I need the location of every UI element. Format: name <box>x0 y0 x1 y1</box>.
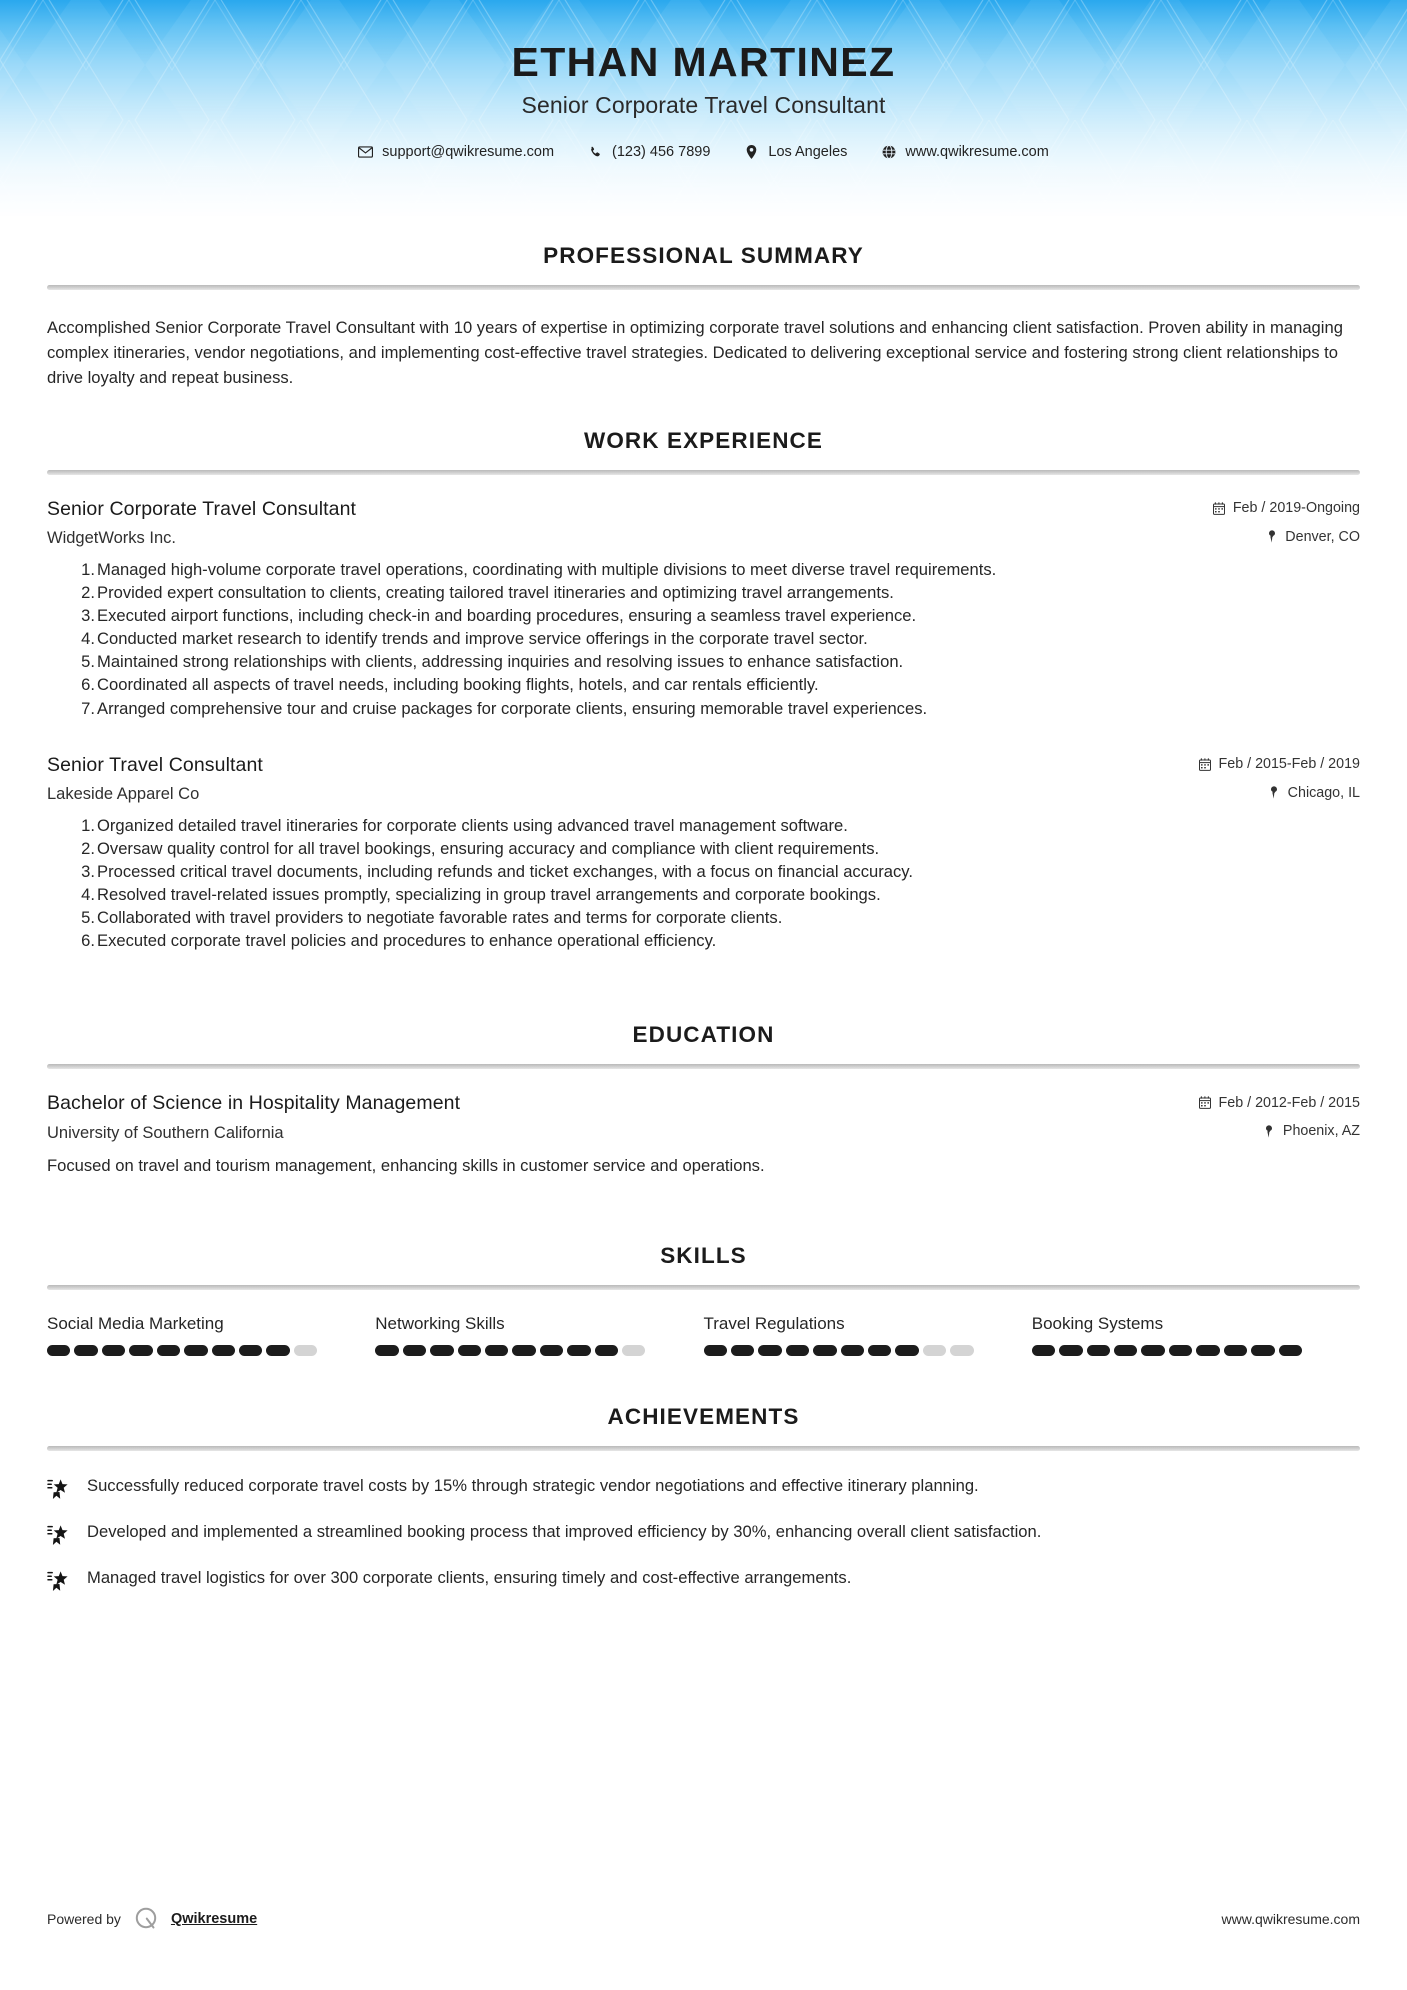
achievement-text: Successfully reduced corporate travel costs by 15% through strategic vendor negotiations and effective itinerary planning. <box>87 1476 979 1496</box>
skill-segment-filled <box>239 1345 262 1356</box>
contact-row <box>0 144 1407 160</box>
skill-segment-filled <box>1224 1345 1247 1356</box>
achievement-text: Managed travel logistics for over 300 corporate clients, ensuring timely and cost-effective arrangements. <box>87 1568 852 1588</box>
work-entry-bullets <box>47 815 1360 952</box>
section-title-education: EDUCATION <box>632 1022 775 1048</box>
skill-segment-empty <box>923 1345 946 1356</box>
skill-rating-bar <box>375 1345 645 1356</box>
work-entry <box>47 498 1360 720</box>
work-entry-bullets <box>47 559 1360 719</box>
section-divider <box>47 1064 1360 1069</box>
footer-url: www.qwikresume.com <box>1221 1911 1360 1927</box>
map-marker-icon <box>1268 786 1281 800</box>
skill-segment-filled <box>47 1345 70 1356</box>
section-divider <box>47 285 1360 290</box>
map-marker-icon <box>1265 530 1278 544</box>
skill-segment-filled <box>102 1345 125 1356</box>
bullet-item: Executed corporate travel policies and procedures to enhance operational efficiency. <box>97 931 717 951</box>
section-title-achievements: ACHIEVEMENTS <box>607 1404 800 1430</box>
achievement-item <box>47 1521 1360 1546</box>
bullet-item: Processed critical travel documents, including refunds and ticket exchanges, with a focus on financial accuracy. <box>97 862 913 882</box>
education-location <box>1263 1123 1360 1139</box>
skill-segment-filled <box>74 1345 97 1356</box>
skill-item <box>47 1314 375 1356</box>
skill-item <box>1032 1314 1360 1356</box>
bullet-item: Maintained strong relationships with clients, addressing inquiries and resolving issues to enhance satisfaction. <box>97 652 904 672</box>
contact-location <box>727 144 864 160</box>
section-divider <box>47 1446 1360 1451</box>
bullet-item: Collaborated with travel providers to negotiate favorable rates and terms for corporate clients. <box>97 908 783 928</box>
skill-segment-filled <box>212 1345 235 1356</box>
skill-segment-filled <box>1279 1345 1302 1356</box>
bullet-item: Coordinated all aspects of travel needs, including booking flights, hotels, and car rentals efficiently. <box>97 675 819 695</box>
work-entry-dates-text: Feb / 2019-Ongoing <box>1232 500 1360 517</box>
globe-icon <box>881 145 896 160</box>
resume-header <box>0 0 1407 216</box>
star-badge-icon <box>47 1523 70 1546</box>
qwikresume-link[interactable]: Qwikresume <box>170 1911 258 1927</box>
skill-segment-empty <box>294 1345 317 1356</box>
skill-segment-filled <box>567 1345 590 1356</box>
skill-rating-bar <box>1032 1345 1302 1356</box>
page-title: ETHAN MARTINEZ <box>511 39 896 85</box>
work-entry-company: Lakeside Apparel Co <box>47 785 200 804</box>
contact-phone[interactable] <box>571 144 727 160</box>
bullet-item: Arranged comprehensive tour and cruise packages for corporate clients, ensuring memorable travel experiences. <box>97 698 928 718</box>
section-professional-summary <box>47 216 1360 391</box>
contact-website[interactable] <box>864 144 1065 160</box>
section-divider <box>47 470 1360 475</box>
skill-label: Travel Regulations <box>703 1314 845 1334</box>
calendar-icon <box>1199 1096 1212 1110</box>
skill-segment-filled <box>758 1345 781 1356</box>
work-entry-dates <box>1199 756 1360 772</box>
contact-phone-text: (123) 456 7899 <box>612 144 711 161</box>
location-pin-icon <box>744 145 759 160</box>
skill-label: Booking Systems <box>1031 1314 1164 1334</box>
skill-segment-filled <box>512 1345 535 1356</box>
skill-item <box>704 1314 1032 1356</box>
section-divider <box>47 1285 1360 1290</box>
bullet-item: Provided expert consultation to clients, creating tailored travel itineraries and optimizing travel arrangements. <box>97 583 894 603</box>
achievements-list <box>47 1475 1360 1592</box>
skill-segment-filled <box>1141 1345 1164 1356</box>
envelope-icon <box>358 145 373 160</box>
work-entry-list <box>47 498 1360 953</box>
job-title-subtitle: Senior Corporate Travel Consultant <box>521 92 886 119</box>
work-entry-header <box>47 754 1360 777</box>
skill-segment-filled <box>895 1345 918 1356</box>
education-location-text: Phoenix, AZ <box>1282 1123 1360 1140</box>
bullet-item: Oversaw quality control for all travel bookings, ensuring accuracy and compliance with client requirements. <box>97 839 880 859</box>
work-entry-title: Senior Corporate Travel Consultant <box>47 497 357 520</box>
skill-segment-filled <box>485 1345 508 1356</box>
achievement-item <box>47 1475 1360 1500</box>
education-entry <box>47 1092 1360 1177</box>
work-entry <box>47 754 1360 953</box>
work-entry-location <box>1268 785 1360 801</box>
skill-segment-filled <box>595 1345 618 1356</box>
contact-location-text: Los Angeles <box>768 144 848 161</box>
skills-grid <box>47 1314 1360 1356</box>
skill-segment-filled <box>868 1345 891 1356</box>
work-entry-subheader <box>47 529 1360 549</box>
bullet-item: Organized detailed travel itineraries for corporate clients using advanced travel management software. <box>97 816 848 836</box>
skill-segment-filled <box>184 1345 207 1356</box>
education-dates-text: Feb / 2012-Feb / 2015 <box>1218 1094 1360 1111</box>
education-entry-list <box>47 1092 1360 1177</box>
work-entry-subheader <box>47 785 1360 805</box>
work-entry-location <box>1265 529 1360 545</box>
contact-email[interactable] <box>341 144 571 160</box>
skill-segment-filled <box>458 1345 481 1356</box>
bullet-item: Executed airport functions, including check-in and boarding procedures, ensuring a seamless travel experience. <box>97 606 917 626</box>
bullet-item: Managed high-volume corporate travel operations, coordinating with multiple divisions to meet diverse travel requirements. <box>97 560 997 580</box>
work-entry-title: Senior Travel Consultant <box>47 753 263 776</box>
section-title-summary: PROFESSIONAL SUMMARY <box>543 243 864 268</box>
skill-segment-filled <box>813 1345 836 1356</box>
star-badge-icon <box>47 1477 70 1500</box>
skill-segment-filled <box>157 1345 180 1356</box>
skill-segment-filled <box>430 1345 453 1356</box>
calendar-icon <box>1213 501 1226 515</box>
skill-segment-filled <box>731 1345 754 1356</box>
work-entry-header <box>47 498 1360 521</box>
education-dates <box>1199 1095 1360 1111</box>
skill-label: Networking Skills <box>375 1314 505 1334</box>
skill-segment-filled <box>1196 1345 1219 1356</box>
skill-item <box>375 1314 703 1356</box>
work-entry-dates-text: Feb / 2015-Feb / 2019 <box>1218 756 1360 773</box>
work-entry-location-text: Chicago, IL <box>1287 784 1360 801</box>
skill-segment-filled <box>129 1345 152 1356</box>
skill-segment-filled <box>841 1345 864 1356</box>
skill-segment-filled <box>1059 1345 1082 1356</box>
skill-segment-filled <box>704 1345 727 1356</box>
skill-segment-filled <box>266 1345 289 1356</box>
education-entry-header <box>47 1092 1360 1115</box>
skill-segment-filled <box>786 1345 809 1356</box>
skill-segment-filled <box>403 1345 426 1356</box>
bullet-item: Resolved travel-related issues promptly, specializing in group travel arrangements and corporate bookings. <box>97 885 881 905</box>
skill-segment-filled <box>1114 1345 1137 1356</box>
star-badge-icon <box>47 1569 70 1592</box>
work-entry-location-text: Denver, CO <box>1285 528 1360 545</box>
powered-by-label: Powered by <box>47 1911 121 1927</box>
skill-rating-bar <box>47 1345 317 1356</box>
education-degree: Bachelor of Science in Hospitality Management <box>47 1092 461 1115</box>
skill-segment-empty <box>622 1345 645 1356</box>
skill-segment-filled <box>375 1345 398 1356</box>
summary-paragraph: Accomplished Senior Corporate Travel Consultant with 10 years of expertise in optimizing corporate travel solutions and enhancing client satisfaction. Proven ability in managing complex itineraries, vendor negotiations, and implementing cost-effective travel strategies. Dedicated to delivering exceptional service and fostering strong client relationships to drive loyalty and repeat business. <box>47 318 1343 388</box>
skill-segment-filled <box>1087 1345 1110 1356</box>
contact-website-text: www.qwikresume.com <box>905 144 1049 161</box>
section-skills <box>47 1183 1360 1356</box>
phone-icon <box>588 145 603 160</box>
calendar-icon <box>1199 757 1212 771</box>
section-title-work: WORK EXPERIENCE <box>583 427 824 453</box>
work-entry-dates <box>1213 500 1360 516</box>
education-entry-subheader <box>47 1123 1360 1143</box>
page-footer <box>47 1906 1360 1932</box>
achievement-item <box>47 1567 1360 1592</box>
work-entry-company: WidgetWorks Inc. <box>47 529 176 548</box>
section-achievements <box>47 1356 1360 1592</box>
bullet-item: Conducted market research to identify trends and improve service offerings in the corporate travel sector. <box>97 629 868 649</box>
education-description: Focused on travel and tourism management, enhancing skills in customer service and operations. <box>47 1155 765 1175</box>
section-title-skills: SKILLS <box>660 1243 747 1269</box>
skill-segment-filled <box>540 1345 563 1356</box>
skill-rating-bar <box>704 1345 974 1356</box>
education-school: University of Southern California <box>47 1123 284 1142</box>
skill-segment-filled <box>1169 1345 1192 1356</box>
resume-body <box>0 216 1407 1592</box>
skill-segment-empty <box>950 1345 973 1356</box>
achievement-text: Developed and implemented a streamlined booking process that improved efficiency by 30%, enhancing overall client satisfaction. <box>87 1522 1042 1542</box>
qwikresume-logo-icon <box>133 1906 159 1932</box>
section-work-experience <box>47 391 1360 953</box>
skill-label: Social Media Marketing <box>47 1314 224 1334</box>
powered-by <box>47 1906 257 1932</box>
contact-email-text: support@qwikresume.com <box>382 144 555 161</box>
skill-segment-filled <box>1032 1345 1055 1356</box>
section-education <box>47 958 1360 1177</box>
map-marker-icon <box>1263 1124 1276 1138</box>
skill-segment-filled <box>1251 1345 1274 1356</box>
